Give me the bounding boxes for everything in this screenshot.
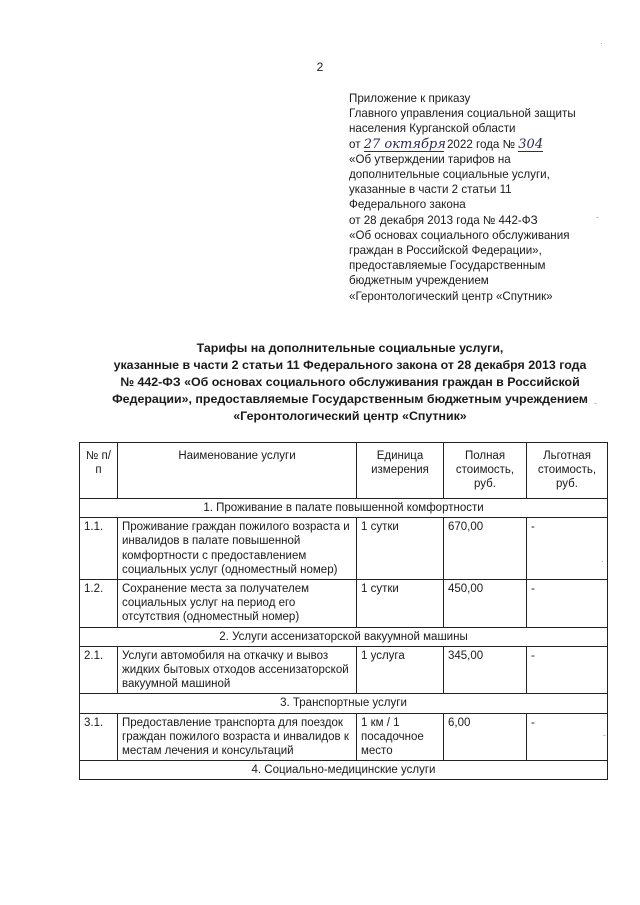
- page-number: 2: [316, 60, 324, 74]
- appendix-line: дополнительные социальные услуги,: [349, 168, 550, 182]
- cell-num: 1.1.: [80, 518, 118, 580]
- header-num: № п/п: [80, 443, 118, 499]
- cell-num: 1.2.: [80, 580, 118, 628]
- handwritten-number: 304: [518, 136, 544, 152]
- handwritten-date: 27 октября: [363, 136, 446, 152]
- cell-name: Проживание граждан пожилого возраста и инвалидов в палате повышенной комфортности с предоставлением социальных услуг (одноместный номер): [118, 518, 357, 580]
- table-row: [80, 646, 608, 694]
- cell-unit: 1 услуга: [357, 646, 444, 694]
- scan-speck: ·: [600, 38, 603, 48]
- title-line: Федерации», предоставляемые Государственным бюджетным учреждением: [112, 392, 588, 406]
- section-row: [80, 694, 608, 713]
- cell-unit: 1 км / 1 посадочное место: [357, 713, 444, 761]
- appendix-ot: от: [349, 137, 361, 151]
- tariffs-table: [79, 442, 608, 780]
- table-row: [80, 713, 608, 761]
- section-title: 3. Транспортные услуги: [80, 694, 608, 713]
- appendix-line: «Геронтологический центр «Спутник»: [349, 289, 553, 303]
- cell-name: Сохранение места за получателем социальных услуг на период его отсутствия (одноместный номер): [118, 580, 357, 628]
- cell-name: Услуги автомобиля на откачку и вывоз жидких бытовых отходов ассенизаторской вакуумной машиной: [118, 646, 357, 694]
- title-line: «Геронтологический центр «Спутник»: [233, 409, 467, 423]
- section-row: [80, 627, 608, 646]
- appendix-year: 2022 года №: [446, 137, 516, 151]
- appendix-line: указанные в части 2 статьи 11: [349, 183, 512, 197]
- section-row: [80, 499, 608, 518]
- cell-pref-cost: -: [527, 646, 608, 694]
- table-row: [80, 518, 608, 580]
- header-name: Наименование услуги: [118, 443, 357, 499]
- cell-pref-cost: -: [527, 518, 608, 580]
- appendix-line: Приложение к приказу: [349, 92, 471, 105]
- appendix-line: от 28 декабря 2013 года № 442-ФЗ: [349, 213, 538, 227]
- section-title: 2. Услуги ассенизаторской вакуумной машины: [80, 627, 608, 646]
- section-row: [80, 761, 608, 780]
- cell-pref-cost: -: [527, 713, 608, 761]
- cell-name: Предоставление транспорта для поездок граждан пожилого возраста и инвалидов к местам лечения и консультаций: [118, 713, 357, 761]
- scan-speck: -: [594, 398, 597, 408]
- cell-unit: 1 сутки: [357, 580, 444, 628]
- cell-num: 3.1.: [80, 713, 118, 761]
- title-line: указанные в части 2 статьи 11 Федерального закона от 28 декабря 2013 года: [113, 358, 587, 372]
- cell-unit: 1 сутки: [357, 518, 444, 580]
- cell-full-cost: 6,00: [444, 713, 527, 761]
- scan-speck: -: [596, 212, 599, 222]
- table-row: [80, 580, 608, 628]
- table-header-row: [80, 443, 608, 499]
- appendix-line: «Об утверждении тарифов на: [349, 152, 511, 166]
- cell-pref-cost: -: [527, 580, 608, 628]
- cell-num: 2.1.: [80, 646, 118, 694]
- appendix-line: предоставляемые Государственным: [349, 259, 546, 273]
- header-unit: Единица измерения: [357, 443, 444, 499]
- document-title: [70, 340, 630, 425]
- title-line: Тарифы на дополнительные социальные услуги,: [196, 341, 504, 355]
- header-pref-cost: Льготная стоимость, руб.: [527, 443, 608, 499]
- appendix-line: «Об основах социального обслуживания: [349, 228, 570, 242]
- section-title: 4. Социально-медицинские услуги: [80, 761, 608, 780]
- appendix-line: бюджетным учреждением: [349, 274, 489, 288]
- appendix-line: населения Курганской области: [349, 122, 516, 136]
- scan-speck: -: [603, 730, 606, 740]
- cell-full-cost: 345,00: [444, 646, 527, 694]
- appendix-line: Федерального закона: [349, 198, 466, 212]
- title-line: № 442-ФЗ «Об основах социального обслуживания граждан в Российской: [120, 375, 580, 389]
- cell-full-cost: 450,00: [444, 580, 527, 628]
- appendix-line: Главного управления социальной защиты: [349, 107, 576, 121]
- section-title: 1. Проживание в палате повышенной комфортности: [80, 499, 608, 518]
- appendix-line: граждан в Российской Федерации»,: [349, 244, 542, 258]
- scan-speck: ·: [601, 556, 604, 566]
- header-full-cost: Полная стоимость, руб.: [444, 443, 527, 499]
- cell-full-cost: 670,00: [444, 518, 527, 580]
- appendix-date-line: [349, 137, 619, 152]
- appendix-header: [349, 91, 619, 304]
